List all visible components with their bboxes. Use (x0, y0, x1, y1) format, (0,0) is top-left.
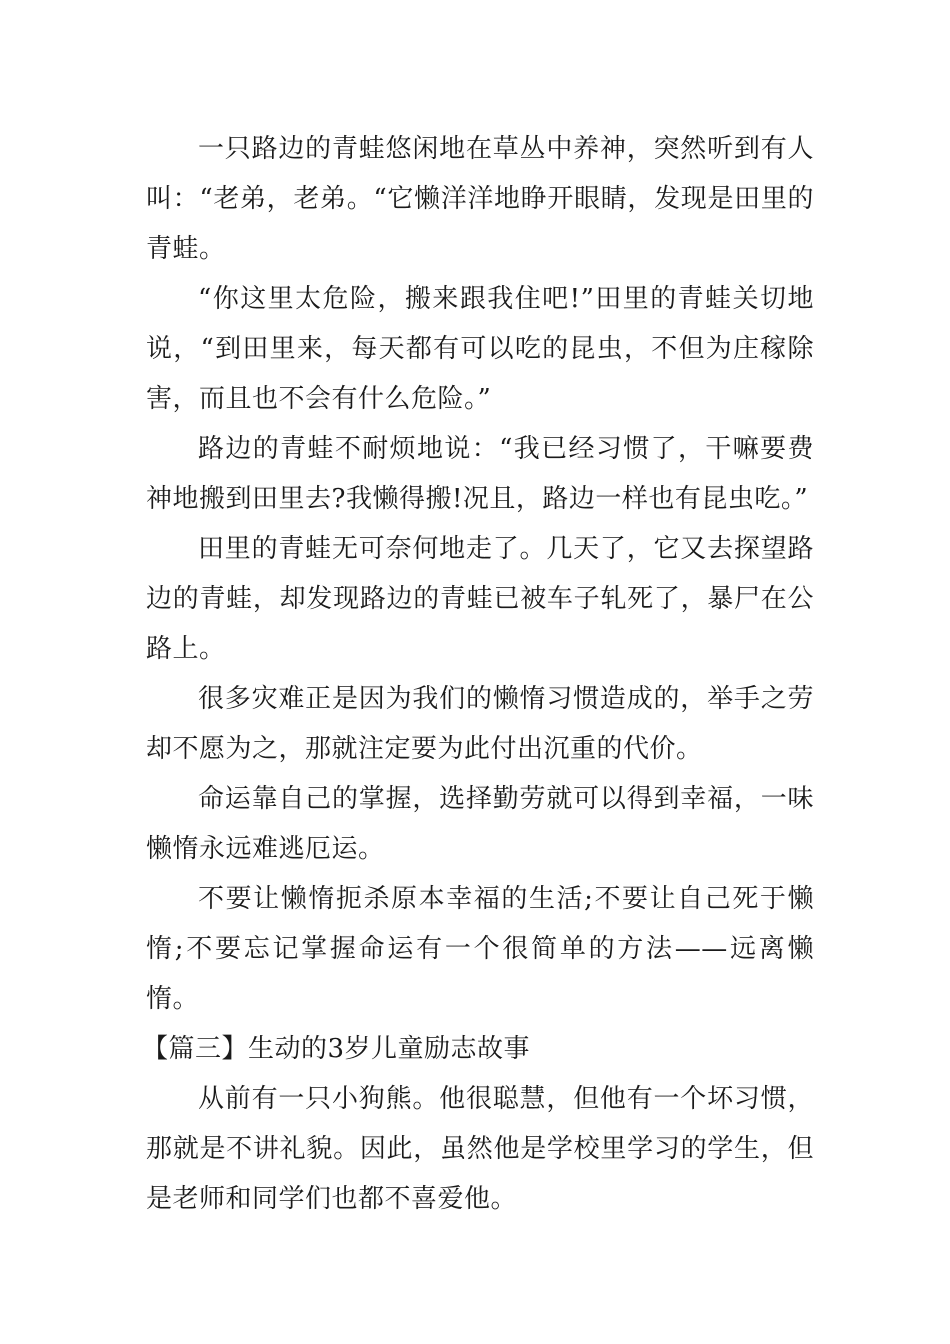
paragraph-1: 一只路边的青蛙悠闲地在草丛中养神，突然听到有人叫：“老弟，老弟。“它懒洋洋地睁开眼睛，发现是田里的青蛙。 (146, 134, 814, 264)
section-heading: 【篇三】生动的3岁儿童励志故事 (142, 1034, 531, 1064)
paragraph-2: “你这里太危险，搬来跟我住吧!”田里的青蛙关切地说，“到田里来，每天都有可以吃的昆虫，不但为庄稼除害，而且也不会有什么危险。” (146, 284, 814, 414)
paragraph-4: 田里的青蛙无可奈何地走了。几天了，它又去探望路边的青蛙，却发现路边的青蛙已被车子轧死了，暴尸在公路上。 (146, 534, 814, 664)
paragraph-3: 路边的青蛙不耐烦地说：“我已经习惯了，干嘛要费神地搬到田里去?我懒得搬!况且，路边一样也有昆虫吃。” (146, 434, 814, 514)
paragraph-7: 不要让懒惰扼杀原本幸福的生活;不要让自己死于懒惰;不要忘记掌握命运有一个很简单的方法——远离懒惰。 (146, 884, 814, 1014)
paragraph-6: 命运靠自己的掌握，选择勤劳就可以得到幸福，一味懒惰永远难逃厄运。 (146, 784, 814, 864)
section-paragraph-1: 从前有一只小狗熊。他很聪慧，但他有一个坏习惯，那就是不讲礼貌。因此，虽然他是学校里学习的学生，但是老师和同学们也都不喜爱他。 (146, 1084, 814, 1214)
document-body (142, 124, 814, 1224)
paragraph-5: 很多灾难正是因为我们的懒惰习惯造成的，举手之劳却不愿为之，那就注定要为此付出沉重的代价。 (146, 684, 814, 764)
